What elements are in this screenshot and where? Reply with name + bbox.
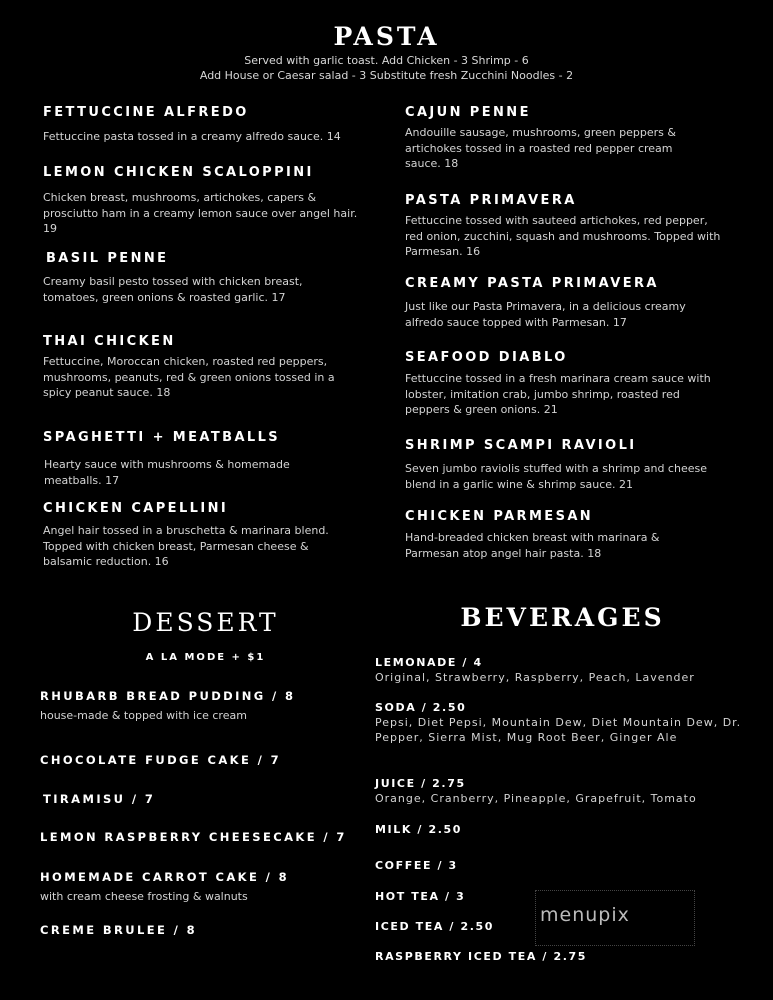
beverage-item-name: RASPBERRY ICED TEA / 2.75	[375, 950, 587, 963]
menu-item-name: SEAFOOD DIABLO	[405, 350, 568, 365]
pasta-subtitle-1: Served with garlic toast. Add Chicken - 3 Shrimp - 6	[244, 54, 529, 67]
menu-item-desc: Andouille sausage, mushrooms, green peppers & artichokes tossed in a roasted red pepper cream sauce. 18	[405, 126, 676, 170]
menu-item-name: BASIL PENNE	[46, 251, 169, 266]
menu-item-name: SHRIMP SCAMPI RAVIOLI	[405, 438, 637, 453]
pasta-subtitle-2: Add House or Caesar salad - 3 Substitute fresh Zucchini Noodles - 2	[199, 69, 574, 82]
beverage-item-name: LEMONADE / 4	[375, 656, 483, 669]
dessert-item-name: RHUBARB BREAD PUDDING / 8	[40, 689, 296, 703]
dessert-item-name: CHOCOLATE FUDGE CAKE / 7	[40, 753, 282, 767]
beverage-item-name: JUICE / 2.75	[375, 777, 466, 790]
beverage-item-name: ICED TEA / 2.50	[375, 920, 494, 933]
menu-item-name: THAI CHICKEN	[43, 334, 176, 349]
menu-item-name: CAJUN PENNE	[405, 105, 531, 120]
dessert-item-name: LEMON RASPBERRY CHEESECAKE / 7	[40, 830, 347, 844]
menu-item-desc: Hearty sauce with mushrooms & homemade meatballs. 17	[44, 458, 290, 487]
menu-item-name: PASTA PRIMAVERA	[405, 193, 577, 208]
menu-item-name: LEMON CHICKEN SCALOPPINI	[43, 165, 314, 180]
menu-item-desc: Seven jumbo raviolis stuffed with a shrimp and cheese blend in a garlic wine & shrimp sauce. 21	[405, 462, 707, 491]
menu-item-name: CREAMY PASTA PRIMAVERA	[405, 276, 659, 291]
beverage-item-desc: Pepsi, Diet Pepsi, Mountain Dew, Diet Mountain Dew, Dr. Pepper, Sierra Mist, Mug Root Beer, Ginger Ale	[375, 716, 742, 744]
beverages-title: BEVERAGES	[460, 603, 665, 632]
beverage-item-name: COFFEE / 3	[375, 859, 458, 872]
menu-item-desc: Hand-breaded chicken breast with marinara & Parmesan atop angel hair pasta. 18	[405, 531, 660, 560]
menu-item-desc: Chicken breast, mushrooms, artichokes, capers & prosciutto ham in a creamy lemon sauce over angel hair. 19	[43, 191, 358, 235]
dessert-item-name: HOMEMADE CARROT CAKE / 8	[40, 870, 290, 884]
menu-item-desc: Fettuccine tossed with sauteed artichokes, red pepper, red onion, zucchini, squash and mushrooms. Topped with Parmesan. 16	[405, 214, 721, 258]
watermark-logo: menupix	[540, 904, 630, 926]
menu-item-name: CHICKEN PARMESAN	[405, 509, 594, 524]
dessert-note: A LA MODE + $1	[145, 652, 266, 663]
menu-item-desc: Just like our Pasta Primavera, in a delicious creamy alfredo sauce topped with Parmesan. 17	[405, 300, 686, 329]
menu-item-name: CHICKEN CAPELLINI	[43, 501, 229, 516]
menu-item-desc: Creamy basil pesto tossed with chicken breast, tomatoes, green onions & roasted garlic. 17	[43, 275, 303, 304]
menu-item-name: SPAGHETTI + MEATBALLS	[43, 430, 281, 445]
menu-item-name: FETTUCCINE ALFREDO	[43, 105, 249, 120]
beverage-item-name: SODA / 2.50	[375, 701, 467, 714]
dessert-title: DESSERT	[132, 608, 279, 637]
menu-item-desc: Angel hair tossed in a bruschetta & marinara blend. Topped with chicken breast, Parmesan cheese & balsamic reduction. 16	[43, 524, 329, 568]
dessert-item-desc: house-made & topped with ice cream	[40, 709, 247, 722]
dessert-item-desc: with cream cheese frosting & walnuts	[40, 890, 248, 903]
beverage-item-name: HOT TEA / 3	[375, 890, 466, 903]
pasta-title: PASTA	[333, 22, 440, 51]
menu-item-desc: Fettuccine, Moroccan chicken, roasted red peppers, mushrooms, peanuts, red & green onions tossed in a spicy peanut sauce. 18	[43, 355, 335, 399]
dessert-item-name: CREME BRULEE / 8	[40, 923, 198, 937]
menu-item-desc: Fettuccine tossed in a fresh marinara cream sauce with lobster, imitation crab, jumbo shrimp, roasted red peppers & green onions. 21	[405, 372, 711, 416]
beverage-item-name: MILK / 2.50	[375, 823, 462, 836]
dessert-item-name: TIRAMISU / 7	[43, 792, 156, 806]
beverage-item-desc: Original, Strawberry, Raspberry, Peach, Lavender	[375, 671, 695, 684]
beverage-item-desc: Orange, Cranberry, Pineapple, Grapefruit, Tomato	[375, 792, 697, 805]
menu-item-desc: Fettuccine pasta tossed in a creamy alfredo sauce. 14	[43, 130, 341, 143]
